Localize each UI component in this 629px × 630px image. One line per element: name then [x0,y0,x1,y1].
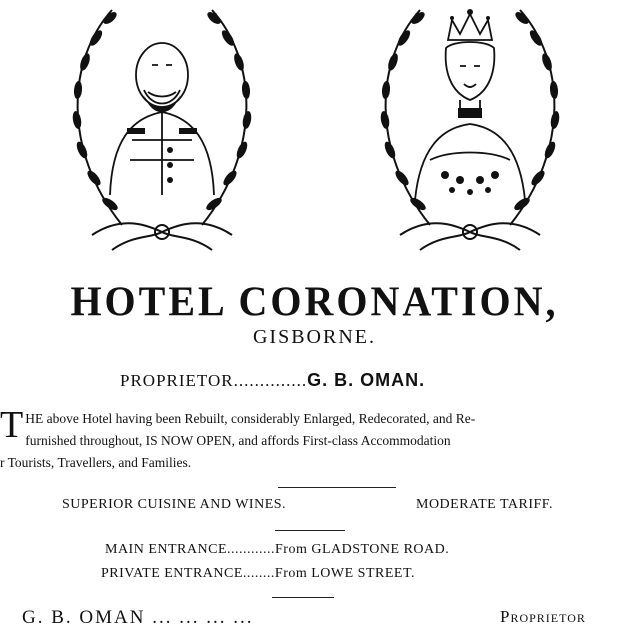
hotel-title: HOTEL CORONATION, [70,277,559,326]
footer-proprietor-name: G. B. OMAN ... ... ... ... [22,607,254,628]
announcement-line-1: HE above Hotel having been Rebuilt, considerably Enlarged, Redecorated, and Re- [25,411,476,426]
divider-rule [278,487,396,488]
king-portrait-illustration [52,0,272,265]
tariff-notice: MODERATE TARIFF. [416,497,553,512]
divider-rule [275,530,345,531]
laurel-wreath-icon [360,0,580,265]
announcement-line-2: furnished throughout, IS NOW OPEN, and affords First-class Accommodation [25,433,451,448]
laurel-wreath-icon [52,0,272,265]
proprietor-label: PROPRIETOR.............. [120,371,308,390]
town-name: GISBORNE. [252,326,376,348]
main-entrance-line: MAIN ENTRANCE............From GLADSTONE ROAD. [105,542,450,557]
announcement-line-3: r Tourists, Travellers, and Families. [0,455,192,470]
announcement-paragraph [0,404,629,474]
footer-proprietor-role: Proprietor [500,607,586,626]
proprietor-line [120,370,425,391]
cuisine-notice: SUPERIOR CUISINE AND WINES. [62,497,287,512]
private-entrance-line: PRIVATE ENTRANCE........From LOWE STREET. [101,566,415,581]
divider-rule [272,597,334,598]
drop-cap: T [0,404,24,446]
queen-portrait-illustration [360,0,580,265]
proprietor-name: G. B. OMAN. [307,370,426,390]
